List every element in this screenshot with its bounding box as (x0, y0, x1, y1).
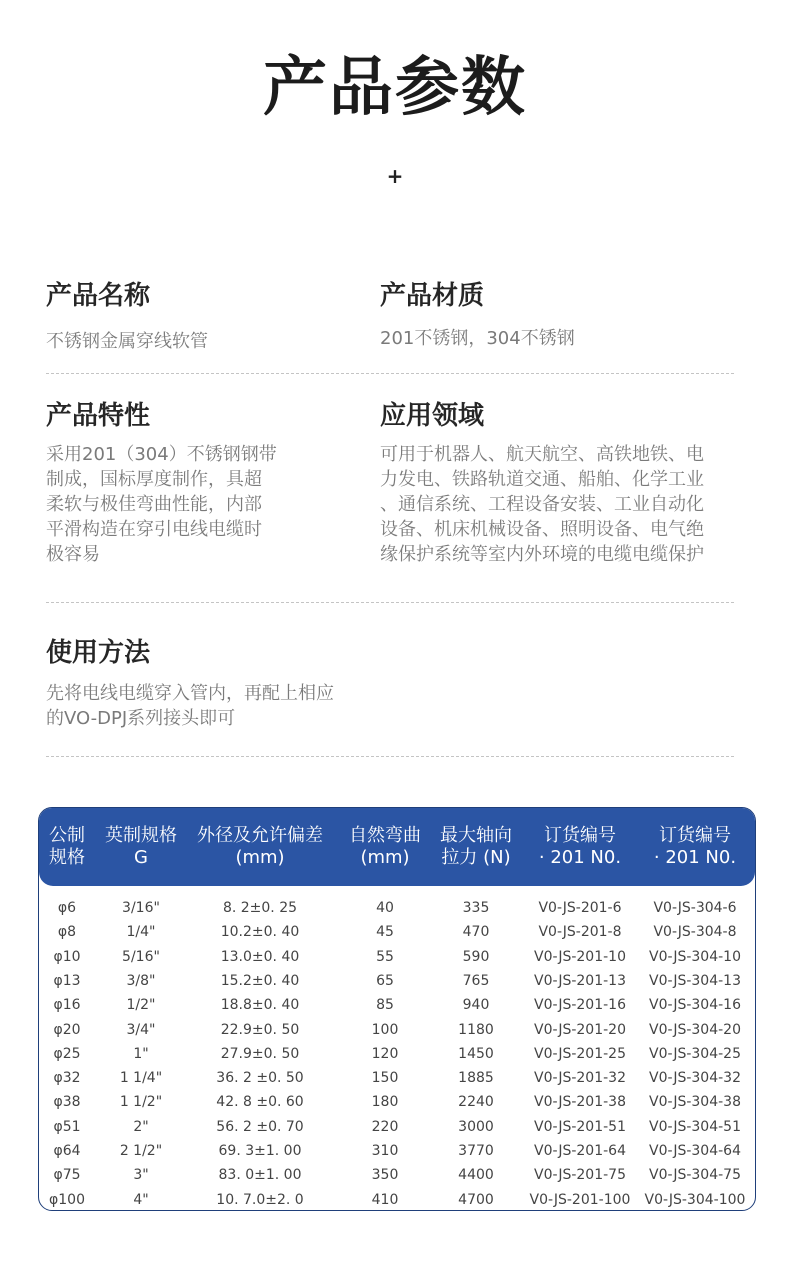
cell-outer-diameter: 69. 3±1. 00 (218, 1143, 302, 1159)
cell-order-201: V0-JS-201-32 (534, 1070, 626, 1087)
cell-tensile: 470 (462, 924, 490, 941)
cell-outer-diameter: 10.2±0. 40 (220, 924, 300, 941)
cell-outer-diameter: 10. 7.0±2. 0 (216, 1191, 304, 1208)
cell-imperial: 3" (133, 1167, 149, 1184)
cell-order-201: V0-JS-201-51 (534, 1118, 626, 1135)
table-row (39, 896, 755, 920)
cell-order-304: V0-JS-304-38 (649, 1094, 741, 1111)
cell-imperial: 1/2" (126, 997, 156, 1014)
section-body-line: 、通信系统、工程设备安装、工业自动化 (380, 494, 704, 515)
table-row (39, 969, 755, 993)
cell-imperial: 3/8" (126, 972, 156, 989)
cell-order-201: V0-JS-201-100 (529, 1191, 631, 1208)
cell-outer-diameter: 27.9±0. 50 (220, 1045, 300, 1062)
cell-order-304: V0-JS-304-20 (649, 1021, 741, 1038)
cell-metric: φ10 (53, 948, 81, 965)
section-body-line: 力发电、铁路轨道交通、船舶、化学工业 (380, 469, 704, 490)
cell-imperial: 1 1/4" (119, 1070, 163, 1087)
cell-order-201: V0-JS-201-20 (534, 1021, 626, 1038)
cell-bend: 120 (371, 1045, 399, 1062)
cell-bend: 220 (371, 1118, 399, 1135)
column-header-imperial: 英制规格 G (105, 825, 177, 868)
section-heading: 产品特性 (46, 401, 151, 431)
cell-bend: 180 (371, 1094, 399, 1111)
table-row (39, 993, 755, 1017)
cell-metric: φ38 (53, 1094, 81, 1111)
cell-outer-diameter: 42. 8 ±0. 60 (216, 1094, 304, 1111)
cell-outer-diameter: 83. 0±1. 00 (218, 1167, 302, 1184)
table-row (39, 1163, 755, 1187)
divider (46, 373, 734, 374)
cell-bend: 40 (376, 900, 394, 916)
cell-tensile: 765 (462, 972, 490, 989)
cell-order-304: V0-JS-304-75 (649, 1167, 741, 1184)
table-row (39, 1066, 755, 1090)
section-body-line: 设备、机床机械设备、照明设备、电气绝 (380, 519, 704, 540)
cell-outer-diameter: 56. 2 ±0. 70 (216, 1118, 304, 1135)
table-row (39, 1018, 755, 1042)
cell-imperial: 4" (133, 1191, 149, 1208)
table-row (39, 945, 755, 969)
cell-order-304: V0-JS-304-6 (653, 900, 737, 916)
section-body-line: 先将电线电缆穿入管内，再配上相应 (46, 683, 334, 704)
cell-outer-diameter: 8. 2±0. 25 (222, 900, 298, 916)
cell-bend: 150 (371, 1070, 399, 1087)
plus-icon: + (386, 164, 404, 188)
cell-order-201: V0-JS-201-25 (534, 1045, 626, 1062)
cell-order-304: V0-JS-304-10 (649, 948, 741, 965)
cell-metric: φ13 (53, 972, 81, 989)
cell-tensile: 335 (462, 900, 490, 916)
section-body-line: 极容易 (46, 544, 100, 565)
section-body: 不锈钢金属穿线软管 (46, 331, 208, 352)
column-header-outer-diameter: 外径及允许偏差 (mm) (197, 825, 323, 868)
cell-bend: 100 (371, 1021, 399, 1038)
cell-tensile: 4700 (458, 1191, 494, 1208)
cell-bend: 410 (371, 1191, 399, 1208)
cell-outer-diameter: 18.8±0. 40 (220, 997, 300, 1014)
cell-metric: φ51 (53, 1118, 81, 1135)
cell-tensile: 2240 (458, 1094, 494, 1111)
section-usage (46, 632, 406, 731)
cell-outer-diameter: 13.0±0. 40 (220, 948, 300, 965)
cell-tensile: 590 (462, 948, 490, 965)
cell-imperial: 2" (133, 1118, 149, 1135)
cell-tensile: 940 (462, 997, 490, 1014)
cell-outer-diameter: 22.9±0. 50 (220, 1021, 300, 1038)
cell-order-201: V0-JS-201-16 (534, 997, 626, 1014)
cell-metric: φ6 (57, 900, 77, 916)
table-header (39, 808, 755, 886)
cell-tensile: 1450 (458, 1045, 494, 1062)
cell-metric: φ25 (53, 1045, 81, 1062)
section-heading: 产品材质 (380, 281, 485, 311)
cell-outer-diameter: 15.2±0. 40 (220, 972, 300, 989)
section-heading: 产品名称 (46, 281, 151, 311)
cell-imperial: 3/16" (122, 900, 160, 916)
column-header-metric: 公制 规格 (49, 825, 85, 868)
cell-metric: φ20 (53, 1021, 81, 1038)
cell-order-304: V0-JS-304-100 (644, 1191, 746, 1208)
section-body: 201不锈钢，304不锈钢 (380, 328, 575, 349)
cell-order-201: V0-JS-201-75 (534, 1167, 626, 1184)
cell-tensile: 4400 (458, 1167, 494, 1184)
section-body-line: 平滑构造在穿引电线电缆时 (46, 519, 262, 540)
cell-order-304: V0-JS-304-8 (653, 924, 737, 941)
section-product-material (380, 275, 740, 351)
cell-tensile: 1180 (458, 1021, 494, 1038)
section-heading: 使用方法 (46, 638, 151, 668)
section-body-line: 缘保护系统等室内外环境的电缆电缆保护 (380, 544, 704, 565)
section-body-line: 柔软与极佳弯曲性能，内部 (46, 494, 262, 515)
cell-tensile: 3000 (458, 1118, 494, 1135)
column-header-order-304: 订货编号 · 201 N0. (653, 825, 737, 868)
cell-imperial: 1" (133, 1045, 149, 1062)
cell-bend: 85 (376, 997, 394, 1014)
section-body-line: 可用于机器人、航天航空、高铁地铁、电 (380, 444, 704, 465)
column-header-bend: 自然弯曲 (mm) (349, 825, 421, 868)
spec-table (38, 807, 756, 1211)
table-row (39, 1042, 755, 1066)
cell-bend: 350 (371, 1167, 399, 1184)
table-row (39, 1090, 755, 1114)
divider (46, 602, 734, 603)
cell-bend: 65 (376, 972, 394, 989)
cell-order-201: V0-JS-201-64 (534, 1143, 626, 1159)
cell-imperial: 3/4" (126, 1021, 156, 1038)
section-body-line: 采用201（304）不锈钢钢带 (46, 444, 277, 465)
cell-metric: φ64 (53, 1143, 81, 1159)
cell-metric: φ16 (53, 997, 81, 1014)
cell-order-304: V0-JS-304-64 (649, 1143, 741, 1159)
cell-metric: φ75 (53, 1167, 81, 1184)
cell-order-304: V0-JS-304-13 (649, 972, 741, 989)
cell-metric: φ32 (53, 1070, 81, 1087)
cell-order-201: V0-JS-201-38 (534, 1094, 626, 1111)
cell-outer-diameter: 36. 2 ±0. 50 (216, 1070, 304, 1087)
cell-imperial: 1 1/2" (119, 1094, 163, 1111)
cell-order-201: V0-JS-201-10 (534, 948, 626, 965)
cell-imperial: 2 1/2" (119, 1143, 163, 1159)
table-row (39, 1188, 755, 1211)
cell-order-304: V0-JS-304-32 (649, 1070, 741, 1087)
section-product-name (46, 275, 366, 354)
divider (46, 756, 734, 757)
column-header-tensile: 最大轴向 拉力 (N) (440, 825, 512, 868)
section-applications (380, 395, 740, 567)
cell-order-304: V0-JS-304-25 (649, 1045, 741, 1062)
cell-order-201: V0-JS-201-13 (534, 972, 626, 989)
cell-metric: φ8 (57, 924, 77, 941)
cell-tensile: 1885 (458, 1070, 494, 1087)
section-body-line: 制成，国标厚度制作，具超 (46, 469, 262, 490)
page-title: 产品参数 (263, 51, 527, 125)
cell-order-304: V0-JS-304-16 (649, 997, 741, 1014)
table-row (39, 1139, 755, 1163)
cell-bend: 310 (371, 1143, 399, 1159)
cell-imperial: 5/16" (122, 948, 160, 965)
cell-bend: 45 (376, 924, 394, 941)
cell-order-201: V0-JS-201-6 (538, 900, 622, 916)
cell-bend: 55 (376, 948, 394, 965)
cell-imperial: 1/4" (126, 924, 156, 941)
cell-order-201: V0-JS-201-8 (538, 924, 622, 941)
cell-metric: φ100 (49, 1191, 85, 1208)
section-heading: 应用领域 (380, 401, 485, 431)
table-row (39, 1115, 755, 1139)
cell-tensile: 3770 (458, 1143, 494, 1159)
section-product-features (46, 395, 366, 567)
table-row (39, 920, 755, 944)
cell-order-304: V0-JS-304-51 (649, 1118, 741, 1135)
section-body-line: 的VO-DPJ系列接头即可 (46, 708, 236, 729)
column-header-order-201: 订货编号 · 201 N0. (538, 825, 622, 868)
